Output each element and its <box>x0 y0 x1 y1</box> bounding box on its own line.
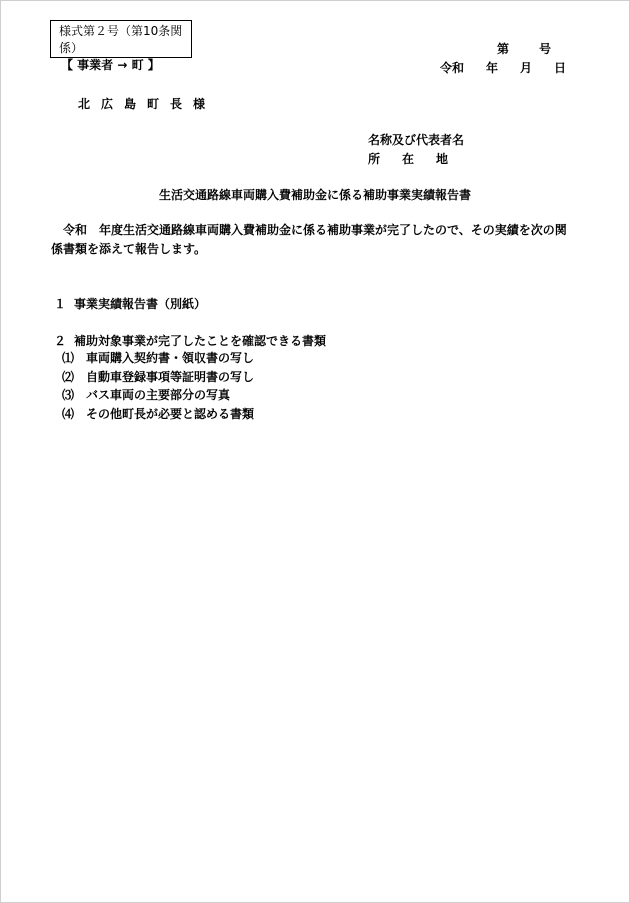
document-number <box>497 40 551 57</box>
sub-list-item <box>62 405 254 424</box>
form-number-box <box>50 20 192 72</box>
document-number-prefix: 第 <box>497 42 510 56</box>
date-year: 年 <box>486 61 499 75</box>
list-item <box>54 332 326 349</box>
sub-list-item-number: ⑵ <box>62 369 75 384</box>
sub-list-item <box>62 349 254 368</box>
sub-list-item-text: バス車両の主要部分の写真 <box>86 388 231 402</box>
list-item-text: 補助対象事業が完了したことを確認できる書類 <box>74 334 327 348</box>
sender-name-label: 名称及び代表者名 <box>368 133 465 147</box>
sub-list-item-number: ⑶ <box>62 388 75 402</box>
sub-list-item <box>62 386 254 405</box>
list-item-text: 事業実績報告書（別紙） <box>74 297 207 311</box>
sender-block <box>368 131 470 169</box>
document-title: 生活交通路線車両購入費補助金に係る補助事業実績報告書 <box>158 188 471 202</box>
sub-list <box>62 349 254 423</box>
date-day: 日 <box>554 61 567 75</box>
list-item <box>54 295 206 312</box>
form-direction-label: 【 事業者 → 町 】 <box>61 58 160 72</box>
sub-list-item-text: その他町長が必要と認める書類 <box>86 406 255 421</box>
sub-list-item-text: 自動車登録事項等証明書の写し <box>86 369 255 384</box>
document-number-suffix: 号 <box>539 42 552 56</box>
date-month: 月 <box>520 61 533 75</box>
sub-list-item <box>62 368 254 387</box>
sub-list-item-number: ⑴ <box>62 351 75 365</box>
sub-list-item-number: ⑷ <box>62 406 75 421</box>
body-paragraph: 令和 年度生活交通路線車両購入費補助金に係る補助事業が完了したので、その実績を次の関係書類を添えて報告します。 <box>51 223 567 256</box>
document-date <box>440 59 566 76</box>
sender-address-label: 所在地 <box>368 152 471 166</box>
list-item-number: １ <box>54 297 67 311</box>
list-item-number: ２ <box>54 334 67 348</box>
form-number-label: 様式第２号（第10条関係） <box>59 24 183 55</box>
addressee: 北広島町長様 <box>78 97 217 111</box>
sub-list-item-text: 車両購入契約書・領収書の写し <box>86 351 255 365</box>
date-era: 令和 <box>440 61 465 75</box>
